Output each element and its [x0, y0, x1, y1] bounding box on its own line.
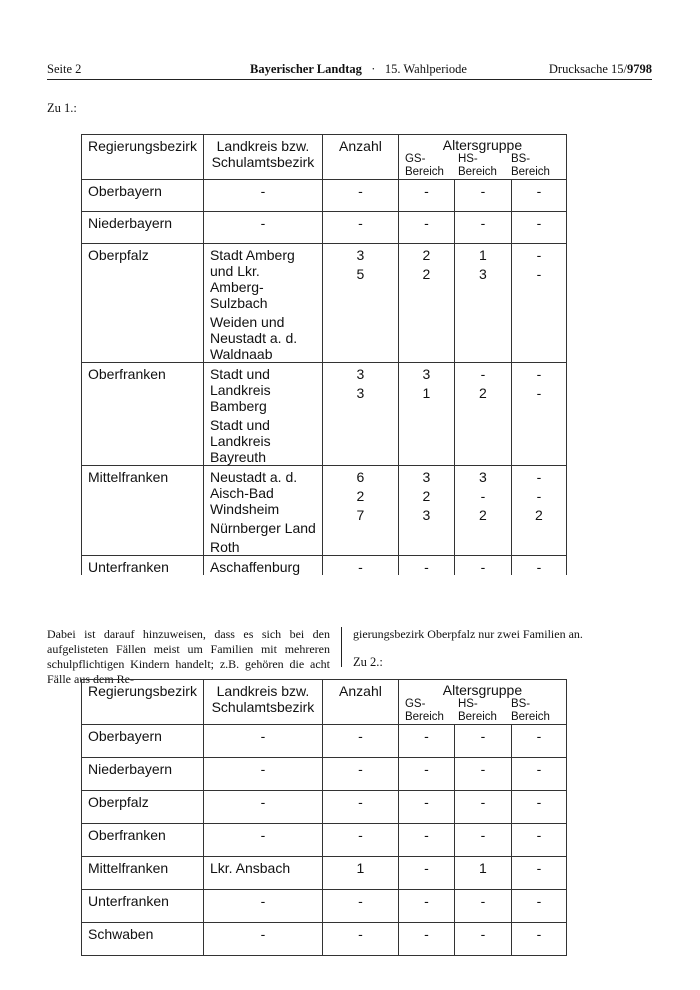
table-row	[82, 180, 567, 212]
note-paragraph-right: gierungsbezirk Oberpfalz nur zwei Familien an.	[353, 627, 583, 641]
district-cell	[203, 857, 322, 890]
gs-value: -	[424, 926, 429, 942]
count-value: -	[358, 794, 363, 810]
bs-value: -	[536, 183, 542, 199]
header-bs: BS-Bereich	[510, 153, 550, 178]
doc-prefix: Drucksache 15/	[548, 62, 627, 76]
hs-cell	[454, 244, 511, 363]
district-cell	[203, 890, 322, 923]
count-cell	[322, 466, 398, 556]
bs-value: -	[536, 366, 542, 382]
header-bs: BS-Bereich	[510, 698, 550, 723]
hs-cell	[454, 791, 511, 824]
table-row	[82, 791, 567, 824]
page-header	[47, 62, 652, 78]
header-count: Anzahl	[322, 680, 398, 725]
gs-value: -	[424, 559, 429, 575]
count-cell	[322, 824, 398, 857]
bs-value: -	[536, 469, 542, 485]
bs-value: -	[536, 559, 542, 575]
gs-value: 1	[422, 385, 431, 401]
region-cell	[82, 212, 204, 244]
region-value: Niederbayern	[88, 761, 173, 777]
gs-cell	[398, 890, 454, 923]
count-cell	[322, 791, 398, 824]
region-name: Oberbayern	[88, 183, 162, 199]
hs-value: 2	[479, 385, 487, 401]
count-cell	[322, 758, 398, 791]
district-value: Nürnberger Land	[209, 520, 316, 536]
bs-cell	[511, 824, 566, 857]
gs-value: -	[424, 893, 429, 909]
bs-value: -	[536, 893, 542, 909]
district-value: Neustadt a. d. Aisch-Bad Windsheim	[209, 469, 298, 517]
publisher: Bayerischer Landtag	[250, 62, 362, 76]
bs-value: -	[536, 488, 542, 504]
hs-value: 1	[479, 860, 487, 876]
header-hs: HS-Bereich	[457, 153, 497, 178]
count-cell	[322, 923, 398, 956]
hs-value: 3	[479, 266, 487, 282]
district-value: Stadt und Landkreis Bayreuth	[209, 417, 271, 465]
count-value: -	[358, 893, 363, 909]
district-value: Stadt Amberg und Lkr. Amberg-Sulzbach	[209, 247, 295, 311]
district-cell	[203, 180, 322, 212]
count-cell	[322, 244, 398, 363]
table-row	[82, 244, 567, 363]
section1-label: Zu 1.:	[47, 101, 77, 115]
region-cell	[82, 923, 204, 956]
bs-cell	[511, 857, 566, 890]
table-section1	[81, 134, 567, 575]
region-cell	[82, 180, 204, 212]
region-name: Niederbayern	[88, 215, 173, 231]
count-value: 1	[356, 860, 365, 876]
table-row	[82, 363, 567, 466]
count-cell	[322, 857, 398, 890]
table-row	[82, 923, 567, 956]
hs-value: -	[480, 488, 486, 504]
region-value: Oberpfalz	[88, 794, 149, 810]
header-age-group	[398, 680, 566, 725]
section2-label: Zu 2.:	[353, 655, 383, 669]
bs-value: 2	[535, 507, 543, 523]
age-group-title: Altersgruppe	[442, 682, 523, 698]
bs-cell	[511, 725, 566, 758]
count-value: -	[358, 827, 363, 843]
publisher-line	[250, 62, 467, 77]
region-cell	[82, 857, 204, 890]
district-value: Aschaffenburg	[209, 559, 300, 575]
district-value: -	[260, 926, 266, 942]
gs-value: -	[424, 794, 429, 810]
hs-cell	[454, 824, 511, 857]
header-district: Landkreis bzw. Schulamtsbezirk	[203, 135, 322, 180]
legislative-period: 15. Wahlperiode	[384, 62, 467, 76]
table-row	[82, 890, 567, 923]
hs-value: 1	[479, 247, 487, 263]
count-cell	[322, 212, 398, 244]
gs-value: 2	[422, 488, 431, 504]
header-hs: HS-Bereich	[457, 698, 497, 723]
hs-cell	[454, 212, 511, 244]
gs-cell	[398, 466, 454, 556]
bs-value: -	[536, 794, 542, 810]
district-cell	[203, 466, 322, 556]
count-cell	[322, 725, 398, 758]
doc-number: 9798	[627, 62, 652, 76]
hs-cell	[454, 466, 511, 556]
hs-cell	[454, 890, 511, 923]
count-value: 5	[356, 266, 365, 282]
hs-cell	[454, 556, 511, 576]
header-count: Anzahl	[322, 135, 398, 180]
gs-cell	[398, 725, 454, 758]
bs-cell	[511, 180, 566, 212]
age-group-title: Altersgruppe	[442, 137, 523, 153]
gs-cell	[398, 791, 454, 824]
district-cell	[203, 244, 322, 363]
district-value: Stadt und Landkreis Bamberg	[209, 366, 271, 414]
bs-cell	[511, 363, 566, 466]
bs-value: -	[536, 385, 542, 401]
gs-cell	[398, 758, 454, 791]
count-value: 3	[356, 385, 365, 401]
count-value: 6	[356, 469, 365, 485]
count-value: -	[358, 559, 363, 575]
gs-value: 2	[422, 266, 431, 282]
count-cell	[322, 890, 398, 923]
table-row	[82, 758, 567, 791]
district-value: -	[260, 761, 266, 777]
region-cell	[82, 758, 204, 791]
hs-value: 2	[479, 507, 487, 523]
gs-cell	[398, 180, 454, 212]
district-value: -	[260, 728, 266, 744]
region-cell	[82, 824, 204, 857]
gs-value: 3	[422, 366, 431, 382]
bs-value: -	[536, 860, 542, 876]
gs-value: -	[424, 860, 429, 876]
hs-value: -	[480, 827, 486, 843]
bs-cell	[511, 758, 566, 791]
hs-value: -	[480, 893, 486, 909]
gs-cell	[398, 212, 454, 244]
count-value: -	[358, 215, 363, 231]
count-cell	[322, 180, 398, 212]
gs-value: 3	[422, 469, 431, 485]
count-value: 2	[356, 488, 365, 504]
header-region: Regierungsbezirk	[82, 680, 204, 725]
hs-value: -	[480, 926, 486, 942]
district-cell	[203, 556, 322, 576]
hs-value: -	[480, 559, 486, 575]
region-cell	[82, 363, 204, 466]
table-row	[82, 824, 567, 857]
hs-value: -	[480, 215, 486, 231]
region-value: Oberfranken	[88, 827, 166, 843]
district-cell	[203, 212, 322, 244]
bs-value: -	[536, 728, 542, 744]
region-cell	[82, 791, 204, 824]
hs-value: -	[480, 761, 486, 777]
count-value: -	[358, 728, 363, 744]
gs-cell	[398, 923, 454, 956]
region-name: Oberpfalz	[88, 247, 149, 263]
district-cell	[203, 923, 322, 956]
hs-cell	[454, 758, 511, 791]
header-age-group	[398, 135, 566, 180]
bs-cell	[511, 556, 566, 576]
district-cell	[203, 791, 322, 824]
region-cell	[82, 556, 204, 576]
gs-cell	[398, 857, 454, 890]
district-value: Roth	[209, 539, 240, 555]
hs-value: -	[480, 794, 486, 810]
count-cell	[322, 363, 398, 466]
count-value: -	[358, 183, 363, 199]
header-gs: GS-Bereich	[404, 698, 444, 723]
gs-cell	[398, 824, 454, 857]
gs-value: -	[424, 728, 429, 744]
bs-cell	[511, 791, 566, 824]
region-cell	[82, 244, 204, 363]
hs-cell	[454, 363, 511, 466]
region-value: Unterfranken	[88, 893, 169, 909]
count-value: -	[358, 926, 363, 942]
column-divider	[341, 627, 342, 667]
bs-value: -	[536, 215, 542, 231]
district-value: -	[260, 827, 266, 843]
district-cell	[203, 725, 322, 758]
hs-cell	[454, 180, 511, 212]
hs-value: -	[480, 183, 486, 199]
bs-value: -	[536, 761, 542, 777]
gs-value: -	[424, 827, 429, 843]
district-cell	[203, 824, 322, 857]
bs-cell	[511, 212, 566, 244]
bs-cell	[511, 923, 566, 956]
gs-value: -	[424, 215, 429, 231]
gs-cell	[398, 244, 454, 363]
bs-value: -	[536, 247, 542, 263]
bs-cell	[511, 244, 566, 363]
header-district: Landkreis bzw. Schulamtsbezirk	[203, 680, 322, 725]
count-value: 7	[356, 507, 365, 523]
table-row	[82, 466, 567, 556]
hs-cell	[454, 857, 511, 890]
hs-value: 3	[479, 469, 487, 485]
header-separator: ·	[371, 62, 376, 76]
table-row	[82, 857, 567, 890]
gs-cell	[398, 556, 454, 576]
hs-value: -	[480, 366, 486, 382]
bs-value: -	[536, 827, 542, 843]
gs-value: 3	[422, 507, 431, 523]
bs-value: -	[536, 266, 542, 282]
hs-value: -	[480, 728, 486, 744]
count-value: 3	[356, 366, 365, 382]
table-row	[82, 556, 567, 576]
region-name: Oberfranken	[88, 366, 166, 382]
header-gs: GS-Bereich	[404, 153, 444, 178]
bs-value: -	[536, 926, 542, 942]
gs-value: -	[424, 761, 429, 777]
table-row	[82, 212, 567, 244]
region-cell	[82, 466, 204, 556]
hs-cell	[454, 725, 511, 758]
document-reference	[549, 62, 652, 77]
region-value: Schwaben	[88, 926, 154, 942]
district-value: Lkr. Ansbach	[209, 860, 291, 876]
hs-cell	[454, 923, 511, 956]
gs-value: 2	[422, 247, 431, 263]
gs-cell	[398, 363, 454, 466]
district-value: -	[260, 183, 266, 199]
header-region: Regierungsbezirk	[82, 135, 204, 180]
district-value: -	[260, 215, 266, 231]
district-value: -	[260, 893, 266, 909]
note-paragraph-left: Dabei ist darauf hinzuweisen, dass es sich bei den aufgelisteten Fällen meist um Familien mit mehreren schulpflichtigen Kindern handelt; z.B. gehören die acht Fälle aus dem Re-	[47, 627, 330, 686]
count-cell	[322, 556, 398, 576]
district-value: -	[260, 794, 266, 810]
page-number: Seite 2	[47, 62, 82, 76]
count-value: 3	[356, 247, 365, 263]
district-cell	[203, 363, 322, 466]
table-header-row	[82, 680, 567, 725]
region-value: Oberbayern	[88, 728, 162, 744]
bs-cell	[511, 890, 566, 923]
count-value: -	[358, 761, 363, 777]
region-cell	[82, 725, 204, 758]
table-row	[82, 725, 567, 758]
bs-cell	[511, 466, 566, 556]
table-header-row	[82, 135, 567, 180]
header-rule	[47, 79, 652, 80]
district-value: Weiden und Neustadt a. d. Waldnaab	[209, 314, 298, 362]
district-cell	[203, 758, 322, 791]
gs-value: -	[424, 183, 429, 199]
region-name: Mittelfranken	[88, 469, 169, 485]
region-name: Unterfranken	[88, 559, 169, 575]
region-value: Mittelfranken	[88, 860, 169, 876]
table-section2	[81, 679, 567, 956]
region-cell	[82, 890, 204, 923]
